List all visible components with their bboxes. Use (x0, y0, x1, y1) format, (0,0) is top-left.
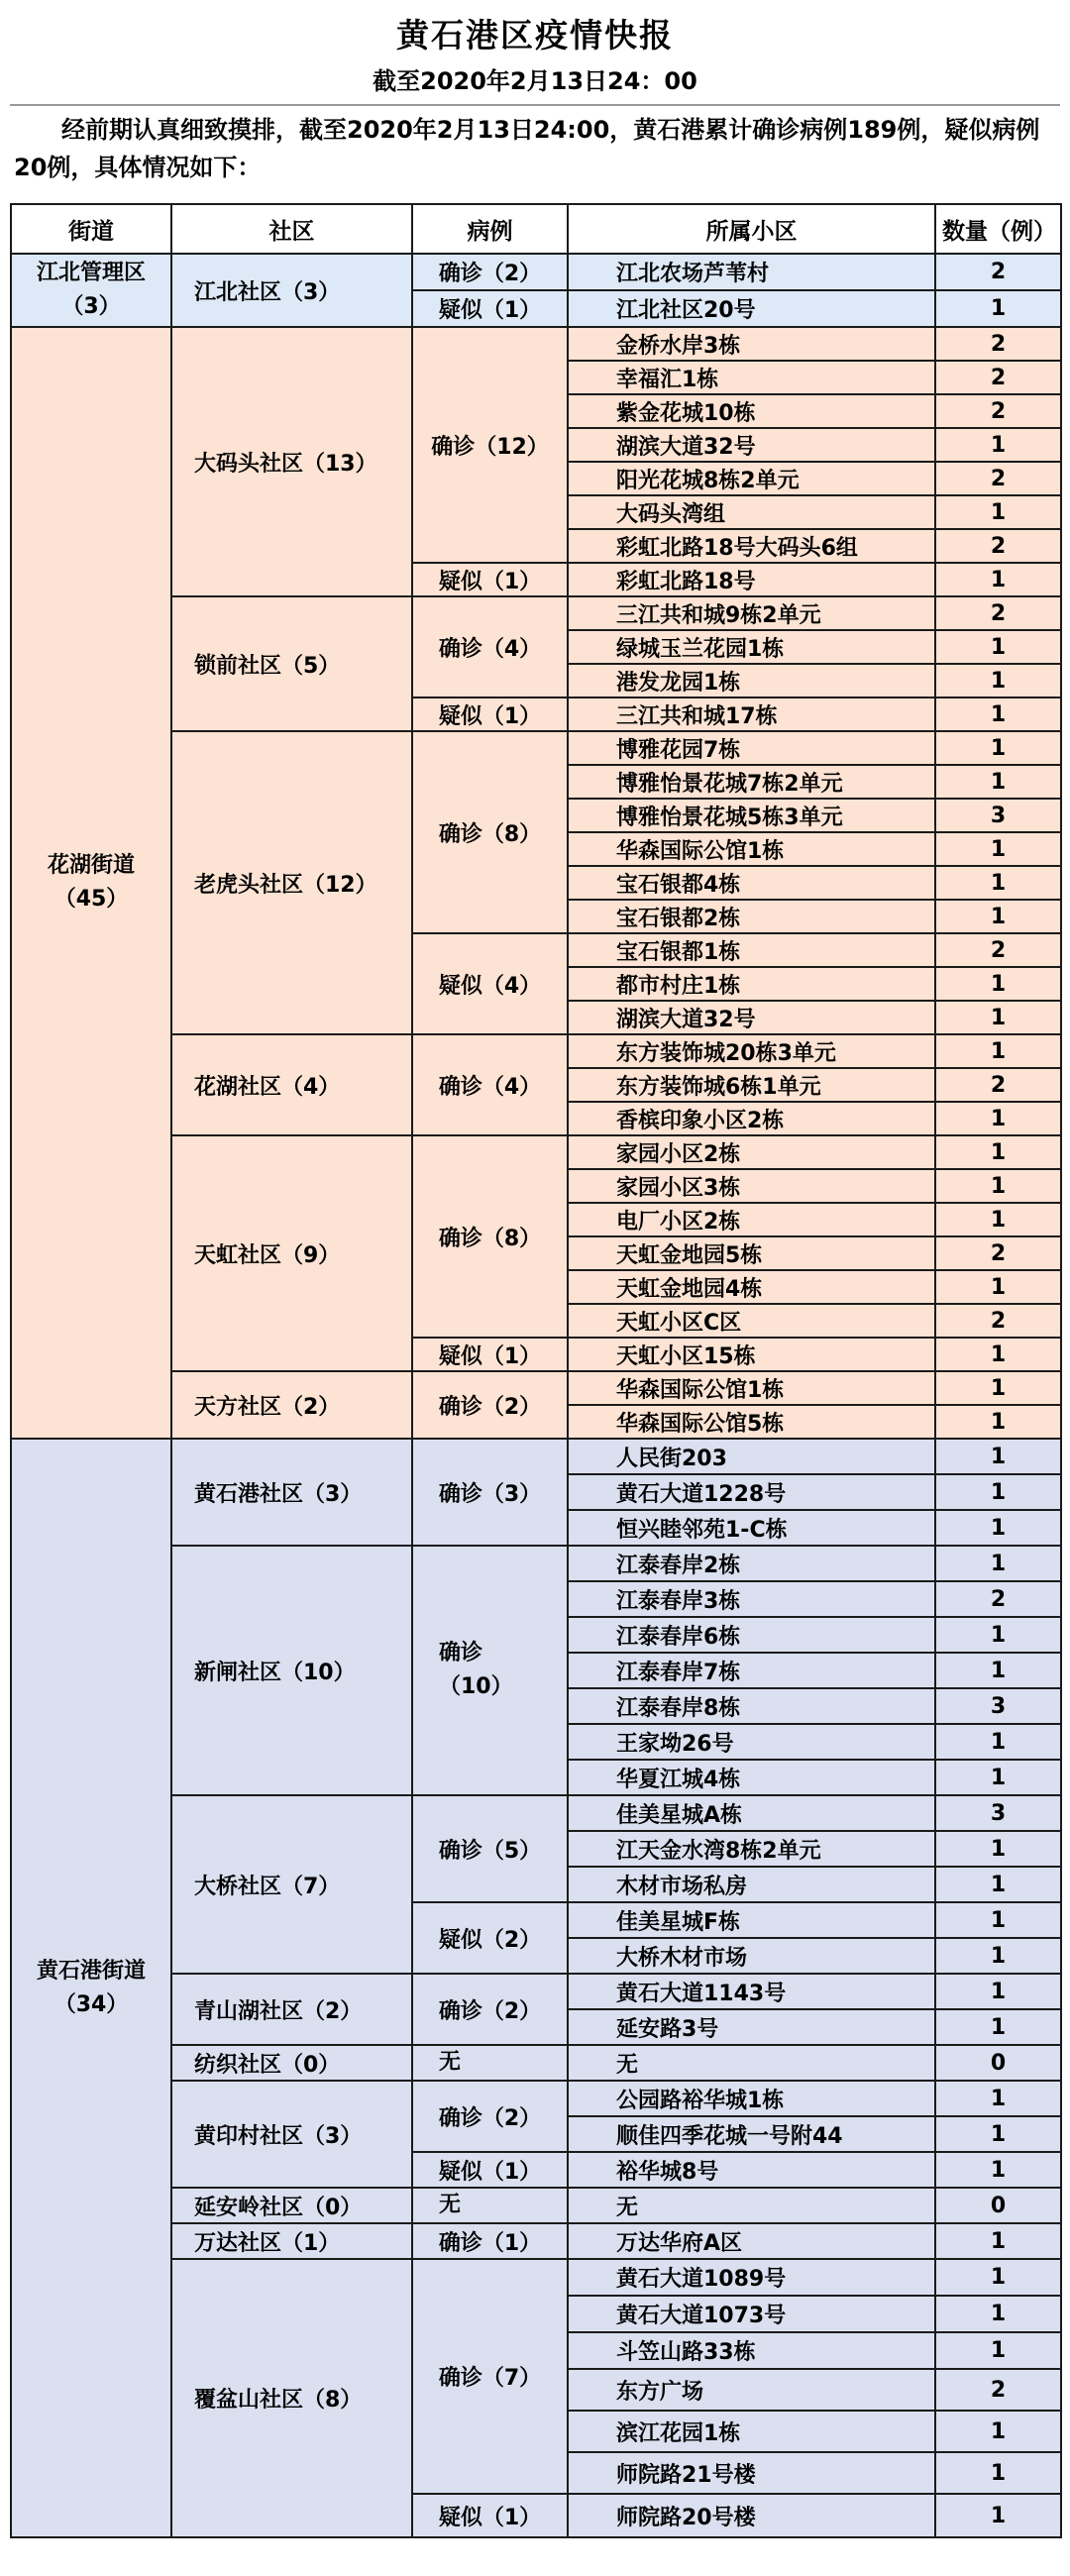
residence-cell: 东方广场 (568, 2369, 935, 2411)
residence-cell: 三江共和城9栋2单元 (568, 596, 935, 630)
residence-cell: 王家坳26号 (568, 1724, 935, 1760)
case-type-cell: 确诊 （10） (412, 1546, 568, 1795)
community-cell: 万达社区（1） (171, 2223, 412, 2259)
count-cell: 1 (935, 765, 1061, 799)
residence-cell: 江泰春岸6栋 (568, 1617, 935, 1653)
residence-cell: 绿城玉兰花园1栋 (568, 630, 935, 664)
street-cell: 花湖街道 （45） (11, 327, 171, 1439)
count-cell: 1 (935, 1760, 1061, 1795)
residence-cell: 黄石大道1143号 (568, 1974, 935, 2009)
residence-cell: 香槟印象小区2栋 (568, 1102, 935, 1135)
count-cell: 1 (935, 1338, 1061, 1371)
count-cell: 1 (935, 428, 1061, 462)
case-type-cell: 确诊（1） (412, 2223, 568, 2259)
table-row (11, 327, 1061, 361)
residence-cell: 博雅花园7栋 (568, 731, 935, 765)
residence-cell: 华森国际公馆5栋 (568, 1405, 935, 1439)
count-cell: 1 (935, 2452, 1061, 2494)
case-type-cell: 确诊（3） (412, 1439, 568, 1546)
residence-cell: 天虹小区C区 (568, 1304, 935, 1338)
count-cell: 1 (935, 2259, 1061, 2296)
residence-cell: 家园小区2栋 (568, 1135, 935, 1169)
case-table (10, 203, 1062, 2538)
case-type-cell: 确诊（12） (412, 327, 568, 563)
residence-cell: 恒兴睦邻苑1-C栋 (568, 1510, 935, 1546)
header-community: 社区 (171, 204, 412, 254)
community-cell: 大桥社区（7） (171, 1795, 412, 1974)
residence-cell: 港发龙园1栋 (568, 664, 935, 698)
residence-cell: 师院路20号楼 (568, 2494, 935, 2537)
residence-cell: 天虹小区15栋 (568, 1338, 935, 1371)
count-cell: 1 (935, 1510, 1061, 1546)
case-type-cell: 疑似（1） (412, 563, 568, 596)
count-cell: 1 (935, 1439, 1061, 1474)
community-cell: 江北社区（3） (171, 254, 412, 327)
residence-cell: 黄石大道1089号 (568, 2259, 935, 2296)
count-cell: 1 (935, 1102, 1061, 1135)
count-cell: 1 (935, 1867, 1061, 1902)
count-cell: 1 (935, 1546, 1061, 1581)
count-cell: 1 (935, 2494, 1061, 2537)
count-cell: 2 (935, 1236, 1061, 1270)
case-type-cell: 确诊（4） (412, 1034, 568, 1135)
residence-cell: 江北社区20号 (568, 290, 935, 327)
table-row (11, 254, 1061, 290)
residence-cell: 江北农场芦苇村 (568, 254, 935, 290)
case-type-cell: 确诊（8） (412, 731, 568, 933)
community-cell: 纺织社区（0） (171, 2045, 412, 2081)
count-cell: 2 (935, 1304, 1061, 1338)
count-cell: 1 (935, 1270, 1061, 1304)
count-cell: 1 (935, 900, 1061, 933)
count-cell: 2 (935, 933, 1061, 967)
case-type-cell: 无 (412, 2045, 568, 2081)
header-case-type: 病例 (412, 204, 568, 254)
count-cell: 1 (935, 2009, 1061, 2045)
residence-cell: 万达华府A区 (568, 2223, 935, 2259)
table-header-row (11, 204, 1061, 254)
case-type-cell: 疑似（1） (412, 2494, 568, 2537)
divider (10, 104, 1060, 106)
case-type-cell: 疑似（1） (412, 1338, 568, 1371)
residence-cell: 华森国际公馆1栋 (568, 832, 935, 866)
residence-cell: 幸福汇1栋 (568, 361, 935, 394)
page-title: 黄石港区疫情快报 (396, 16, 674, 54)
count-cell: 1 (935, 1405, 1061, 1439)
residence-cell: 黄石大道1073号 (568, 2296, 935, 2332)
residence-cell: 宝石银都4栋 (568, 866, 935, 900)
count-cell: 1 (935, 2223, 1061, 2259)
count-cell: 2 (935, 327, 1061, 361)
count-cell: 1 (935, 866, 1061, 900)
residence-cell: 华夏江城4栋 (568, 1760, 935, 1795)
residence-cell: 都市村庄1栋 (568, 967, 935, 1001)
residence-cell: 湖滨大道32号 (568, 428, 935, 462)
count-cell: 2 (935, 1581, 1061, 1617)
residence-cell: 彩虹北路18号 (568, 563, 935, 596)
case-type-cell: 确诊（2） (412, 254, 568, 290)
count-cell: 1 (935, 1203, 1061, 1236)
count-cell: 2 (935, 529, 1061, 563)
street-cell: 江北管理区 （3） (11, 254, 171, 327)
count-cell: 1 (935, 1974, 1061, 2009)
count-cell: 1 (935, 698, 1061, 731)
residence-cell: 家园小区3栋 (568, 1169, 935, 1203)
count-cell: 1 (935, 1902, 1061, 1938)
header-street: 街道 (11, 204, 171, 254)
community-cell: 黄石港社区（3） (171, 1439, 412, 1546)
table-row (11, 1439, 1061, 1474)
count-cell: 2 (935, 462, 1061, 495)
residence-cell: 黄石大道1228号 (568, 1474, 935, 1510)
case-type-cell: 无 (412, 2188, 568, 2223)
count-cell: 1 (935, 731, 1061, 765)
residence-cell: 斗笠山路33栋 (568, 2332, 935, 2369)
count-cell: 1 (935, 2081, 1061, 2116)
residence-cell: 滨江花园1栋 (568, 2411, 935, 2452)
community-cell: 锁前社区（5） (171, 596, 412, 731)
residence-cell: 华森国际公馆1栋 (568, 1371, 935, 1405)
count-cell: 1 (935, 2116, 1061, 2152)
intro-paragraph: 经前期认真细致摸排，截至2020年2月13日24:00，黄石港累计确诊病例189例，疑似病例20例，具体情况如下： (14, 116, 1040, 181)
case-type-cell: 疑似（4） (412, 933, 568, 1034)
residence-cell: 无 (568, 2188, 935, 2223)
residence-cell: 电厂小区2栋 (568, 1203, 935, 1236)
residence-cell: 江泰春岸7栋 (568, 1653, 935, 1688)
residence-cell: 博雅怡景花城5栋3单元 (568, 799, 935, 832)
residence-cell: 天虹金地园5栋 (568, 1236, 935, 1270)
residence-cell: 延安路3号 (568, 2009, 935, 2045)
count-cell: 1 (935, 495, 1061, 529)
count-cell: 1 (935, 1724, 1061, 1760)
count-cell: 2 (935, 1068, 1061, 1102)
residence-cell: 三江共和城17栋 (568, 698, 935, 731)
community-cell: 花湖社区（4） (171, 1034, 412, 1135)
residence-cell: 顺佳四季花城一号附44 (568, 2116, 935, 2152)
header-count: 数量（例） (935, 204, 1061, 254)
case-type-cell: 确诊（2） (412, 2081, 568, 2152)
case-type-cell: 确诊（8） (412, 1135, 568, 1338)
header-residence: 所属小区 (568, 204, 935, 254)
residence-cell: 江泰春岸8栋 (568, 1688, 935, 1724)
count-cell: 1 (935, 290, 1061, 327)
count-cell: 2 (935, 361, 1061, 394)
case-type-cell: 疑似（1） (412, 698, 568, 731)
residence-cell: 人民街203 (568, 1439, 935, 1474)
community-cell: 黄印村社区（3） (171, 2081, 412, 2188)
case-type-cell: 疑似（2） (412, 1902, 568, 1974)
residence-cell: 彩虹北路18号大码头6组 (568, 529, 935, 563)
count-cell: 2 (935, 2369, 1061, 2411)
count-cell: 1 (935, 2332, 1061, 2369)
count-cell: 1 (935, 1938, 1061, 1974)
count-cell: 1 (935, 1653, 1061, 1688)
residence-cell: 江天金水湾8栋2单元 (568, 1831, 935, 1867)
count-cell: 2 (935, 394, 1061, 428)
residence-cell: 裕华城8号 (568, 2152, 935, 2188)
count-cell: 1 (935, 1135, 1061, 1169)
residence-cell: 东方装饰城6栋1单元 (568, 1068, 935, 1102)
count-cell: 1 (935, 1034, 1061, 1068)
count-cell: 1 (935, 967, 1061, 1001)
count-cell: 1 (935, 2152, 1061, 2188)
residence-cell: 佳美星城A栋 (568, 1795, 935, 1831)
residence-cell: 木材市场私房 (568, 1867, 935, 1902)
residence-cell: 湖滨大道32号 (568, 1001, 935, 1034)
count-cell: 1 (935, 1001, 1061, 1034)
count-cell: 1 (935, 1371, 1061, 1405)
residence-cell: 东方装饰城20栋3单元 (568, 1034, 935, 1068)
count-cell: 1 (935, 664, 1061, 698)
count-cell: 2 (935, 596, 1061, 630)
residence-cell: 大码头湾组 (568, 495, 935, 529)
residence-cell: 宝石银都2栋 (568, 900, 935, 933)
residence-cell: 紫金花城10栋 (568, 394, 935, 428)
count-cell: 3 (935, 799, 1061, 832)
street-cell: 黄石港街道 （34） (11, 1439, 171, 2537)
community-cell: 老虎头社区（12） (171, 731, 412, 1034)
residence-cell: 无 (568, 2045, 935, 2081)
residence-cell: 金桥水岸3栋 (568, 327, 935, 361)
count-cell: 2 (935, 254, 1061, 290)
residence-cell: 师院路21号楼 (568, 2452, 935, 2494)
residence-cell: 江泰春岸3栋 (568, 1581, 935, 1617)
count-cell: 3 (935, 1795, 1061, 1831)
report-timestamp: 截至2020年2月13日24：00 (373, 67, 697, 95)
residence-cell: 江泰春岸2栋 (568, 1546, 935, 1581)
community-cell: 新闸社区（10） (171, 1546, 412, 1795)
case-type-cell: 确诊（2） (412, 1371, 568, 1439)
count-cell: 1 (935, 2296, 1061, 2332)
case-type-cell: 确诊（4） (412, 596, 568, 698)
count-cell: 1 (935, 563, 1061, 596)
community-cell: 青山湖社区（2） (171, 1974, 412, 2045)
case-type-cell: 确诊（2） (412, 1974, 568, 2045)
community-cell: 延安岭社区（0） (171, 2188, 412, 2223)
count-cell: 3 (935, 1688, 1061, 1724)
count-cell: 0 (935, 2045, 1061, 2081)
count-cell: 1 (935, 1169, 1061, 1203)
residence-cell: 天虹金地园4栋 (568, 1270, 935, 1304)
residence-cell: 佳美星城F栋 (568, 1902, 935, 1938)
count-cell: 1 (935, 1474, 1061, 1510)
count-cell: 1 (935, 1617, 1061, 1653)
community-cell: 覆盆山社区（8） (171, 2259, 412, 2537)
table-body (11, 254, 1061, 2537)
community-cell: 天方社区（2） (171, 1371, 412, 1439)
residence-cell: 博雅怡景花城7栋2单元 (568, 765, 935, 799)
count-cell: 1 (935, 2411, 1061, 2452)
community-cell: 天虹社区（9） (171, 1135, 412, 1371)
count-cell: 1 (935, 630, 1061, 664)
case-type-cell: 疑似（1） (412, 2152, 568, 2188)
residence-cell: 公园路裕华城1栋 (568, 2081, 935, 2116)
community-cell: 大码头社区（13） (171, 327, 412, 596)
count-cell: 0 (935, 2188, 1061, 2223)
residence-cell: 宝石银都1栋 (568, 933, 935, 967)
residence-cell: 大桥木材市场 (568, 1938, 935, 1974)
case-type-cell: 确诊（7） (412, 2259, 568, 2494)
count-cell: 1 (935, 832, 1061, 866)
count-cell: 1 (935, 1831, 1061, 1867)
residence-cell: 阳光花城8栋2单元 (568, 462, 935, 495)
case-type-cell: 疑似（1） (412, 290, 568, 327)
case-type-cell: 确诊（5） (412, 1795, 568, 1902)
